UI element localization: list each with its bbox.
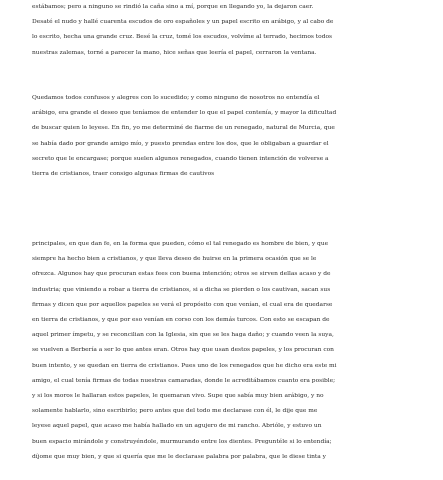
text-line: nuestras zalemas, torné a parecer la mano, hice señas que leería el papel, cerraron la ventana. bbox=[32, 49, 317, 56]
text-line: solamente hablarlo, sino escribirlo; pero antes que del todo me declarase con él, le dije que me bbox=[32, 408, 318, 415]
text-line: ofrezca. Algunos hay que procuran estas fees con buena intención; otros se sirven dellas acaso y de bbox=[32, 271, 331, 278]
paragraph-1 bbox=[32, 0, 427, 61]
text-line: industria; que viniendo a robar a tierra de cristianos, si a dicha se pierden o los cautivan, sacan sus bbox=[32, 286, 331, 293]
text-line: buen espacio mirándole y construyéndole, murmurando entre los dientes. Preguntéle si lo entendía; bbox=[32, 438, 332, 445]
text-line: lo escrito, hecha una grande cruz. Besé la cruz, tomé los escudos, volvíme al terrado, hecimos todos bbox=[32, 34, 333, 41]
text-line: de buscar quien lo leyese. En fin, yo me determiné de fiarme de un renegado, natural de Murcia, que bbox=[32, 125, 335, 132]
text-line: siempre ha hecho bien a cristianos, y que lleva deseo de huirse en la primera ocasión que se le bbox=[32, 256, 317, 263]
text-line: aquel primer ímpetu, y se reconcilian con la Iglesia, sin que se les haga daño; y cuando veen la suya, bbox=[32, 332, 334, 339]
text-line: firmas y dicen que por aquellos papeles se verá el propósito con que venían, el cual era de quedarse bbox=[32, 301, 333, 308]
text-line: en tierra de cristianos, y que por eso venían en corso con los demás turcos. Con esto se escapan de bbox=[32, 317, 330, 324]
text-line: buen intento, y se quedan en tierra de cristianos. Pues uno de los renegados que he dicho era este mi bbox=[32, 362, 337, 369]
text-line: amigo, el cual tenía firmas de todas nuestras camaradas, donde le acreditábamos cuanto era posible; bbox=[32, 377, 336, 384]
text-line: díjome que muy bien, y que si quería que me le declarase palabra por palabra, que le diese tinta y bbox=[32, 453, 326, 460]
text-line: Desaté el nudo y hallé cuarenta escudos de oro españoles y un papel escrito en arábigo, y al cabo de bbox=[32, 19, 334, 26]
text-line: y si los moros le hallaran estos papeles, le quemaran vivo. Supe que sabía muy bien arábigo, y no bbox=[32, 393, 324, 400]
text-line: se había dado por grande amigo mío, y puesto prendas entre los dos, que le obligaban a guardar el bbox=[32, 140, 329, 147]
text-line: tierra de cristianos, traer consigo algunas firmas de cautivos bbox=[32, 171, 215, 178]
text-line: se vuelven a Berbería a ser lo que antes eran. Otros hay que usan destos papeles, y los procuran con bbox=[32, 347, 334, 354]
text-line: secreto que le encargase; porque suelen algunos renegados, cuando tienen intención de volverse a bbox=[32, 155, 329, 162]
text-line: estábamos; pero a ninguno se rindió la caña sino a mí, porque en llegando yo, la dejaron caer. bbox=[32, 4, 314, 10]
text-line: principales, en que dan fe, en la forma que pueden, cómo el tal renegado es hombre de bien, y que bbox=[32, 241, 329, 247]
text-line: leyese aquel papel, que acaso me había hallado en un agujero de mi rancho. Abrióle, y estuvo un bbox=[32, 423, 322, 430]
text-line: arábigo, era grande el deseo que teníamos de entender lo que el papel contenía, y mayor la dificultad bbox=[32, 110, 337, 117]
paragraph-3 bbox=[32, 237, 427, 465]
text-line: Quedamos todos confusos y alegres con lo sucedido; y como ninguno de nosotros no entendía el bbox=[32, 95, 320, 101]
paragraph-2 bbox=[32, 91, 427, 182]
